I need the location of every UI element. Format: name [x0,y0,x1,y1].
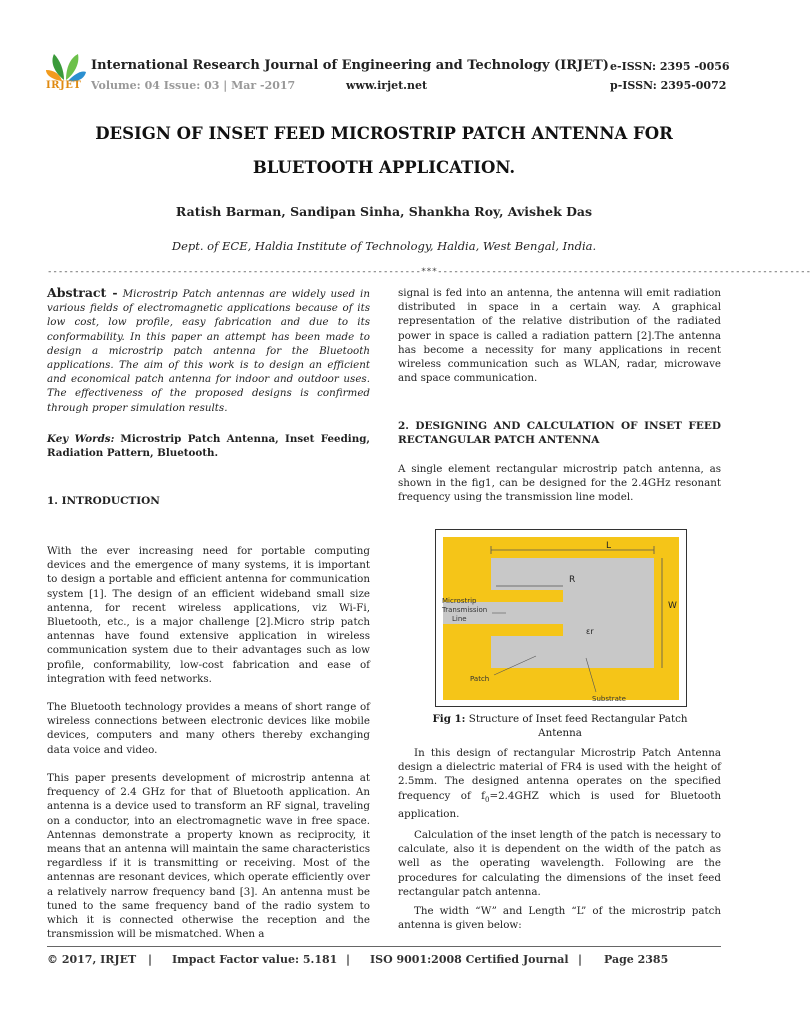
keywords-block [47,432,370,460]
intro-paragraph-1 [47,544,370,686]
label-line: Line [452,615,467,623]
section2-para-text: A single element rectangular microstrip patch antenna, as shown in the fig1, can be designed for the 2.4GHz resonant frequency using the transmission line model. [398,463,721,504]
label-microstrip: Microstrip [442,597,477,605]
label-L: L [606,541,612,551]
figure-1 [435,529,687,707]
right-para-continued-text: signal is fed into an antenna, the antenna will emit radiation distributed in space in a certain way. A graphical representation of the relative distribution of the radiated power in space is called a radiation pattern [2].The antenna has become a necessity for many applications in recent wireless communication such as WLAN, radar, microwave and space communication. [398,287,721,385]
width-length-text: The width “W” and Length “L” of the microstrip patch antenna is given below: [398,905,721,932]
intro-para3-text: This paper presents development of microstrip antenna at frequency of 2.4 GHz for that of Bluetooth application. An antenna is a device used to transform an RF signal, traveling on a conductor, into an electromagnetic wave in free space. Antennas demonstrate a property known as reciprocity, it means that an antenna will maintain the same characteristics regardless if it is transmitting or receiving. Most of the antennas are resonant devices, which operate efficiently over a relatively narrow frequency band [3]. An antenna must be tuned to the same frequency band of the radio system to which it is connected otherwise the reception and the transmission will be mismatched. When a [47,772,370,941]
calculation-paragraph [398,828,721,899]
intro-para1-text: With the ever increasing need for portable computing devices and the emergence of many systems, it is important to design a portable and efficient antenna for communication system [1]. The design of an efficient wideband small size antenna, for recent wireless applications, viz Wi-Fi, Bluetooth, etc., is a major challenge [2].Micro strip patch antennas have found extensive application in wireless communication system due to their advantages such as low profile, conformability, low-cost fabrication and ease of integration with feed networks. [47,545,370,685]
footer-separator: | [148,953,153,966]
separator-line: ---------------------------------------------------------------------***--------------------------------------------------------------------- [47,267,811,277]
label-transmission: Transmission [442,606,488,614]
design-para-text-b: =2.4GHZ which is used for Bluetooth application. [398,789,721,820]
label-eps: εr [586,627,594,636]
figure-1-caption [420,712,700,740]
abstract-label: Abstract - [47,285,118,300]
design-para-sub: 0 [485,795,490,804]
paper-title-line2: BLUETOOTH APPLICATION. [252,158,516,177]
irjet-logo [44,50,88,94]
antenna-structure-diagram [436,530,686,706]
footer-impact-factor: Impact Factor value: 5.181 [172,953,338,966]
p-issn: p-ISSN: 2395-0072 [610,79,727,92]
section-heading-introduction: 1. INTRODUCTION [47,495,160,507]
affiliation: Dept. of ECE, Haldia Institute of Technology, Haldia, West Bengal, India. [171,239,597,253]
footer-rule [47,946,721,947]
label-R: R [569,575,576,585]
right-para-continued [398,286,721,385]
design-para-text-a: In this design of rectangular Microstrip Patch Antenna design a dielectric material of FR4 is used with the height of 2.5mm. The designed antenna operates on the specified frequency of f [398,747,721,802]
keywords-text: Microstrip Patch Antenna, Inset Feeding, Radiation Pattern, Bluetooth. [47,433,370,460]
paper-title-line1: DESIGN OF INSET FEED MICROSTRIP PATCH ANTENNA FOR [95,124,673,143]
section2-paragraph [398,462,721,505]
label-substrate: Substrate [592,695,626,703]
caption-text: Structure of Inset feed Rectangular Patch Antenna [468,713,688,739]
abstract-text: Microstrip Patch antennas are widely used in various fields of electromagnetic applications because of its low cost, low profile, easy fabrication and due to its conformability. In this paper an attempt has been made to design a microstrip patch antenna for the Bluetooth applications. The aim of this work is to design an efficient and economical patch antenna for indoor and outdoor uses. The effectiveness of the proposed designs is confirmed through proper simulation results. [47,288,370,414]
intro-para2-text: The Bluetooth technology provides a means of short range of wireless connections between electronic devices like mobile devices, computers and many others thereby exchanging data voice and video. [47,701,370,756]
caption-label: Fig 1: [432,713,466,725]
logo-text: IRJET [46,80,82,91]
label-W: W [668,601,677,611]
footer-separator: | [578,953,583,966]
keywords-label: Key Words: [47,433,115,445]
e-issn: e-ISSN: 2395 -0056 [610,60,730,73]
footer-separator: | [346,953,351,966]
footer-page-number: Page 2385 [604,953,669,966]
width-length-paragraph [398,904,721,932]
label-patch: Patch [470,675,490,683]
journal-name: International Research Journal of Engineering and Technology (IRJET) [91,58,609,73]
footer-copyright: © 2017, IRJET [47,953,137,966]
volume-info: Volume: 04 Issue: 03 | Mar -2017 [91,79,296,92]
intro-paragraph-2 [47,700,370,757]
design-paragraph [398,746,721,821]
authors: Ratish Barman, Sandipan Sinha, Shankha Roy, Avishek Das [175,204,593,219]
intro-paragraph-3 [47,771,370,941]
section-heading-design [398,419,721,447]
footer-iso: ISO 9001:2008 Certified Journal [370,953,569,966]
calculation-para-text: Calculation of the inset length of the patch is necessary to calculate, also it is dependent on the width of the patch as well as the operating wavelength. Following are the procedures for calculating the dimensions of the inset feed rectangular patch antenna. [398,829,721,898]
section2-heading-text: 2. DESIGNING AND CALCULATION OF INSET FEED RECTANGULAR PATCH ANTENNA [398,420,721,447]
journal-website[interactable]: www.irjet.net [346,79,428,92]
abstract-block [47,286,370,415]
